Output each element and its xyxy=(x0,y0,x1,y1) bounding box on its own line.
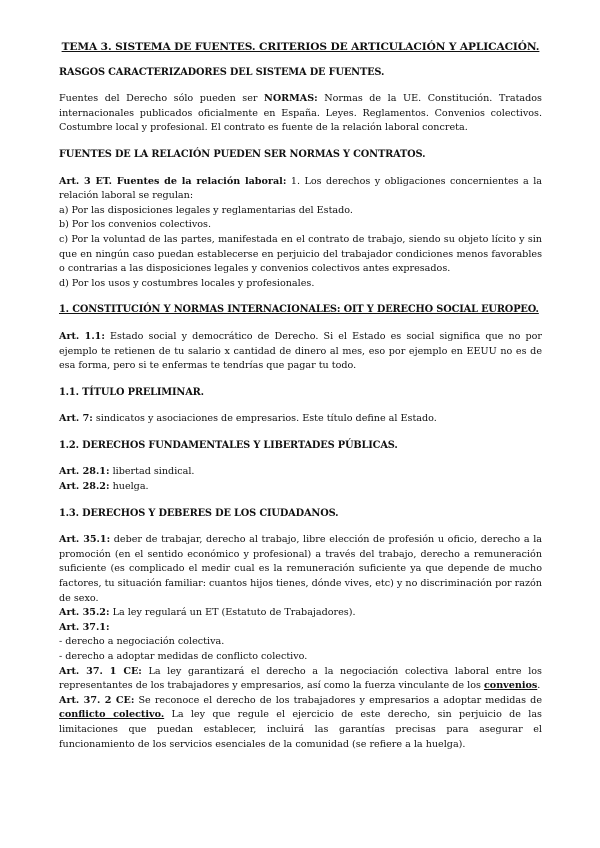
section-heading-constitucion: 1. CONSTITUCIÓN Y NORMAS INTERNACIONALES: OIT Y DERECHO SOCIAL EUROPEO. xyxy=(59,304,539,316)
articles-35-37 xyxy=(59,533,542,752)
list-item-b: b) Por los convenios colectivos. xyxy=(59,219,212,231)
section-heading-rasgos: RASGOS CARACTERIZADORES DEL SISTEMA DE FUENTES. xyxy=(59,66,385,78)
text: Se reconoce el derecho de los trabajadores y empresarios a adoptar medidas de xyxy=(134,694,542,706)
article-label: Art. 37.1: xyxy=(59,621,110,633)
text: deber de trabajar, derecho al trabajo, libre elección de profesión u oficio, derecho a la promoción (en el sentido económico y profesional) a través del trabajo, derecho a remuneración suficiente (es complicado el medir cual es la remuneración suficiente ya que depende de mucho factores, tu situación familiar: cuantos hijos tienes, dónde vives, etc) y no discriminación por razón de sexo. xyxy=(59,534,542,604)
article-28-1 xyxy=(59,465,542,480)
article-label: Art. 7: xyxy=(59,413,93,425)
list-item-c: c) Por la voluntad de las partes, manifestada en el contrato de trabajo, siendo su objeto lícito y sin que en ningún caso puedan establecerse en perjuicio del trabajador condiciones menos favorables o contrarias a las disposiciones legales y convenios colectivos antes expresados. xyxy=(59,233,542,275)
text: Estado social y democrático de Derecho. Si el Estado es social significa que no por ejemplo te retienen de tu salario x cantidad de dinero al mes, eso por ejemplo en EEUU no es de esa forma, pero si te enfermas te tendrías que pagar tu todo. xyxy=(59,330,543,372)
text: huelga. xyxy=(109,481,149,493)
section-heading-fuentes-relacion: FUENTES DE LA RELACIÓN PUEDEN SER NORMAS Y CONTRATOS. xyxy=(59,148,426,160)
article-28-2 xyxy=(59,480,542,495)
article-3-et xyxy=(59,175,542,292)
section-heading-titulo-preliminar: 1.1. TÍTULO PRELIMINAR. xyxy=(59,386,204,398)
text: Fuentes del Derecho sólo pueden ser xyxy=(59,93,265,105)
article-label: Art. 28.2: xyxy=(59,481,110,493)
article-label: Art. 35.2: xyxy=(59,607,110,619)
text: Normas de la UE. Constitución. Tratados internacionales publicados oficialmente en España. Leyes. Reglamentos. Convenios colectivos. Costumbre local y profesional. El contrato es fuente de la relación laboral concreta. xyxy=(59,93,542,134)
paragraph-fuentes-normas xyxy=(59,92,542,136)
article-label: Art. 28.1: xyxy=(59,466,110,478)
list-item-negociacion: - derecho a negociación colectiva. xyxy=(59,636,225,648)
article-3-intro xyxy=(59,175,542,204)
article-1-1 xyxy=(59,330,542,374)
article-label: Art. 1.1: xyxy=(59,330,105,342)
text: libertad sindical. xyxy=(109,466,195,478)
text: La ley que regule el ejercicio de este derecho, sin perjuicio de las limitaciones que puedan establecer, incluirá las garantías precisas para asegurar el funcionamiento de los servicios esenciales de la comunidad (se refiere a la huelga). xyxy=(59,709,542,750)
articles-28 xyxy=(59,465,542,494)
text: La ley garantizará el derecho a la negociación colectiva laboral entre los representantes de los trabajadores y empresarios, así como la fuerza vinculante de los xyxy=(59,665,542,692)
bold-term-normas: NORMAS: xyxy=(264,93,318,105)
underlined-term-conflicto-colectivo: conflicto colectivo. xyxy=(59,709,165,721)
underlined-term-convenios: convenios xyxy=(483,680,538,692)
section-heading-derechos-deberes: 1.3. DERECHOS Y DEBERES DE LOS CIUDADANOS. xyxy=(59,507,339,519)
text: 1. Los derechos y obligaciones concernientes a la relación laboral se regulan: xyxy=(59,175,542,202)
article-7 xyxy=(59,412,542,427)
section-heading-derechos-fundamentales: 1.2. DERECHOS FUNDAMENTALES Y LIBERTADES PÚBLICAS. xyxy=(59,439,398,451)
document-title: TEMA 3. SISTEMA DE FUENTES. CRITERIOS DE ARTICULACIÓN Y APLICACIÓN. xyxy=(61,41,540,53)
text: sindicatos y asociaciones de empresarios. Este título define al Estado. xyxy=(92,413,437,425)
article-label: Art. 3 ET. Fuentes de la relación laboral: xyxy=(59,175,287,187)
article-label: Art. 37. 1 CE: xyxy=(59,665,142,677)
article-35-1 xyxy=(59,533,542,606)
article-label: Art. 35.1: xyxy=(59,534,111,546)
article-37-2-ce xyxy=(59,694,542,752)
text: . xyxy=(537,680,541,692)
list-item-d: d) Por los usos y costumbres locales y profesionales. xyxy=(59,277,315,289)
article-37-1-ce xyxy=(59,665,542,694)
list-item-a: a) Por las disposiciones legales y reglamentarias del Estado. xyxy=(59,204,353,216)
article-label: Art. 37. 2 CE: xyxy=(59,694,135,706)
article-37-1 xyxy=(59,621,542,636)
article-35-2 xyxy=(59,606,542,621)
list-item-conflicto: - derecho a adoptar medidas de conflicto colectivo. xyxy=(59,651,308,662)
text: La ley regulará un ET (Estatuto de Trabajadores). xyxy=(109,607,356,619)
